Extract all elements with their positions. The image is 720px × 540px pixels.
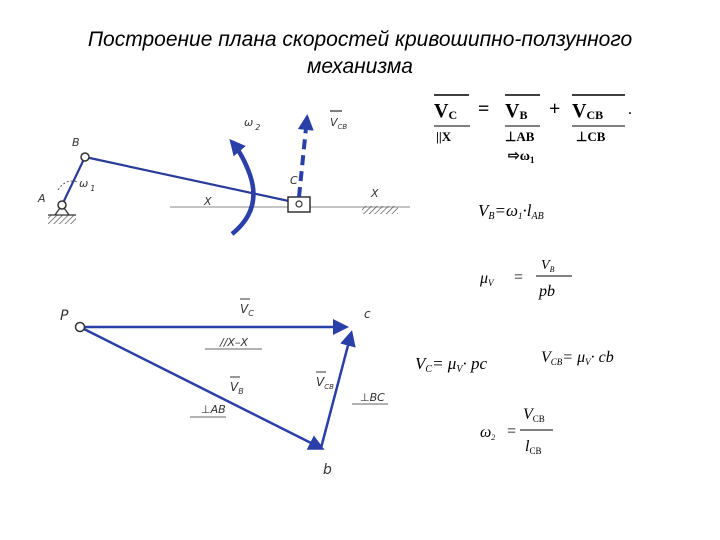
connecting-rod-bc <box>85 157 298 203</box>
formula-vb-omega-l: VB=ω1·lAB <box>478 201 544 222</box>
vector-vb <box>80 327 321 448</box>
formula-vcb-mu-cb: VCB= μV· cb <box>541 349 614 367</box>
ground-hatch-a <box>48 215 76 224</box>
label-omega1: ω $_1$ <box>79 177 96 193</box>
formula-mu-v <box>479 258 572 300</box>
vector-vcb <box>321 334 351 448</box>
f6-eq: = <box>506 423 517 440</box>
omega2-arc <box>232 142 253 234</box>
joint-a <box>58 201 66 209</box>
f1-eq: = <box>478 98 490 120</box>
label-parallel-xx: //X–X <box>220 336 248 349</box>
f1-cond-x: ||X <box>436 129 452 144</box>
joint-c <box>296 201 302 207</box>
f6-den: lCB <box>525 438 542 456</box>
label-a: A <box>38 192 46 205</box>
formula-vc-mu-pc: VC= μV· pc <box>415 354 487 375</box>
ground-hatch-right <box>362 206 398 214</box>
label-x-mid: X <box>204 195 212 208</box>
f3-mu: μV <box>480 270 494 288</box>
velocity-plan <box>60 299 388 478</box>
label-vcb-mechanism: $V_{CB}$ <box>330 116 348 131</box>
f1-cond-cb: ⊥CB <box>576 129 606 144</box>
f1-vb: VB <box>505 100 528 122</box>
label-perp-ab: ⊥AB <box>201 403 226 416</box>
label-perp-bc: ⊥BC <box>360 391 385 404</box>
label-vcb-plan: $V_{CB}$ <box>316 375 334 391</box>
f1-vcb: VCB <box>572 100 604 122</box>
f1-cond-ab: ⊥AB <box>505 129 535 144</box>
label-c: C <box>290 174 298 187</box>
label-vc-plan: $V_C$ <box>240 302 254 318</box>
label-b: B <box>72 136 80 149</box>
joint-b <box>81 153 89 161</box>
f6-num: VCB <box>523 406 545 424</box>
label-vb-plan: $V_B$ <box>230 380 244 396</box>
f1-plus: + <box>549 98 561 120</box>
omega1-arc <box>58 181 78 190</box>
label-p: P <box>60 308 69 324</box>
f1-dot: · <box>628 106 633 120</box>
mechanism-scheme <box>37 111 410 234</box>
formulas <box>415 95 632 456</box>
label-b-plan: b <box>323 462 332 478</box>
title-line-1: Построение плана скоростей кривошипно-ползунного <box>87 28 633 51</box>
label-x-right: X <box>371 187 379 200</box>
f1-vc: VC <box>434 100 458 122</box>
formula-vector-equation <box>434 95 632 165</box>
vcb-dashed-arrow <box>299 118 307 197</box>
pole-p <box>76 323 85 332</box>
f3-den: pb <box>539 283 555 300</box>
formula-omega2 <box>480 406 553 456</box>
f6-omega: ω2 <box>480 424 496 442</box>
f3-num: $V_B$ <box>541 258 555 274</box>
label-c-plan: c <box>364 307 371 321</box>
label-omega2: ω $_2$ <box>244 116 261 132</box>
f1-cond-omega: $⇨\omega_1$ <box>508 149 535 165</box>
title-line-2: механизма <box>307 55 413 78</box>
f3-eq: = <box>513 269 524 286</box>
